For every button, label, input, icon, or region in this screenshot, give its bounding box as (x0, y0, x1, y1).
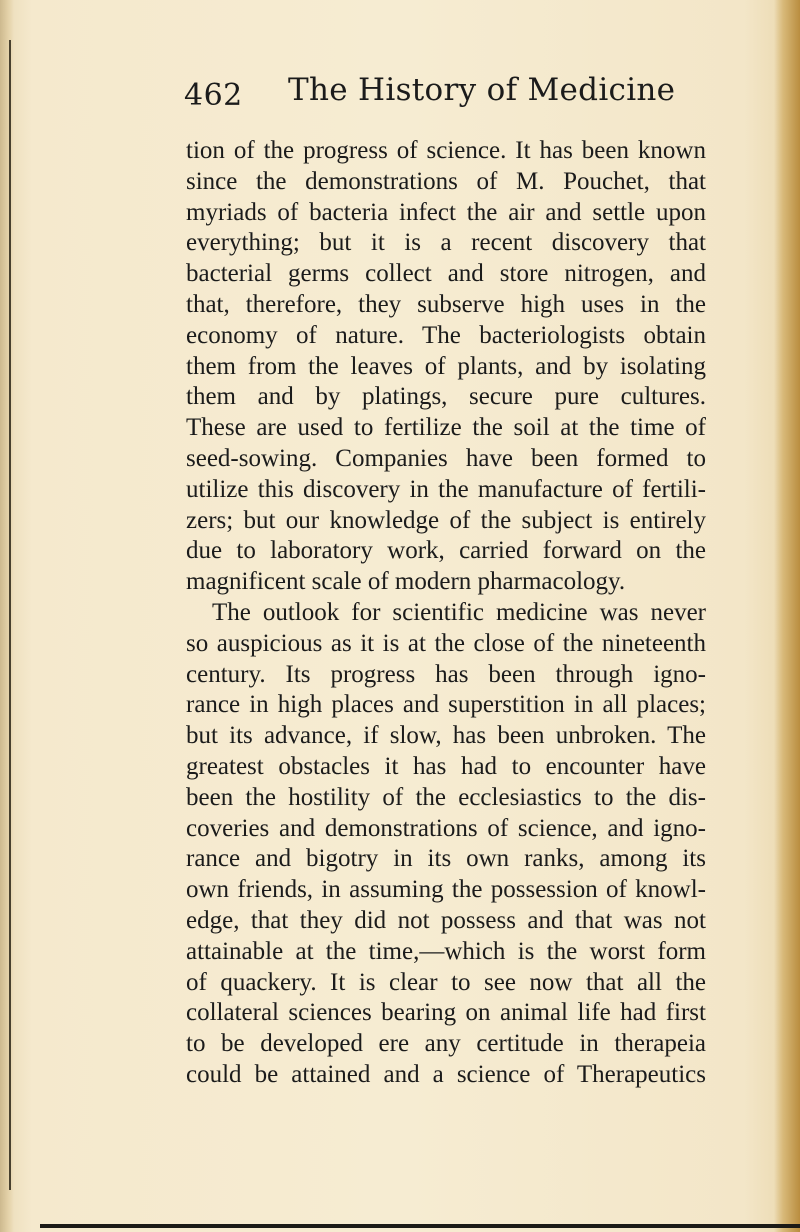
page-edge-shadow (774, 0, 800, 1232)
text-line: magnificent scale of modern pharmacology. (186, 568, 626, 596)
text-line: These are used to fertilize the soil at the time of (186, 414, 706, 442)
bottom-edge-rule (40, 1224, 800, 1228)
text-line: rance in high places and superstition in all places; (186, 691, 706, 719)
text-line: to be developed ere any certitude in therapeia (186, 1030, 706, 1058)
text-line: since the demonstrations of M. Pouchet, that (186, 167, 706, 195)
text-line: collateral sciences bearing on animal life had first (186, 999, 706, 1027)
page-number: 462 (184, 78, 243, 113)
text-line: been the hostility of the ecclesiastics to the dis- (186, 783, 706, 811)
running-title: The History of Medicine (288, 72, 676, 108)
text-line: greatest obstacles it has had to encounter have (186, 752, 706, 780)
text-line: coveries and demonstrations of science, and igno- (186, 814, 706, 842)
text-line: century. Its progress has been through igno- (186, 660, 706, 688)
text-line: edge, that they did not possess and that was not (186, 906, 706, 934)
text-line: The outlook for scientific medicine was never (212, 598, 706, 626)
text-line: that, therefore, they subserve high uses in the (186, 290, 706, 318)
text-line: seed-sowing. Companies have been formed to (186, 444, 706, 472)
text-line: myriads of bacteria infect the air and settle upon (186, 198, 706, 226)
body-text (186, 136, 706, 1091)
text-line: due to laboratory work, carried forward on the (186, 537, 706, 565)
text-line: them and by platings, secure pure cultures. (186, 383, 706, 411)
text-line: them from the leaves of plants, and by isolating (186, 352, 706, 380)
text-line: zers; but our knowledge of the subject is entirely (186, 506, 706, 534)
text-line: own friends, in assuming the possession of knowl- (186, 876, 706, 904)
binding-edge (9, 40, 11, 1190)
text-line: could be attained and a science of Therapeutics (186, 1060, 706, 1088)
text-line: everything; but it is a recent discovery that (186, 229, 706, 257)
text-line: economy of nature. The bacteriologists obtain (186, 321, 706, 349)
text-line: of quackery. It is clear to see now that all the (186, 968, 706, 996)
text-line: so auspicious as it is at the close of the nineteenth (186, 629, 706, 657)
text-line: bacterial germs collect and store nitrogen, and (186, 260, 706, 288)
binding-shadow (0, 0, 14, 1232)
text-line: rance and bigotry in its own ranks, among its (186, 845, 706, 873)
text-line: tion of the progress of science. It has been known (186, 137, 706, 164)
page-header (184, 72, 704, 118)
text-line: utilize this discovery in the manufacture of fertili- (186, 475, 706, 503)
text-line: attainable at the time,—which is the worst form (186, 937, 706, 965)
text-line: but its advance, if slow, has been unbroken. The (186, 722, 706, 750)
